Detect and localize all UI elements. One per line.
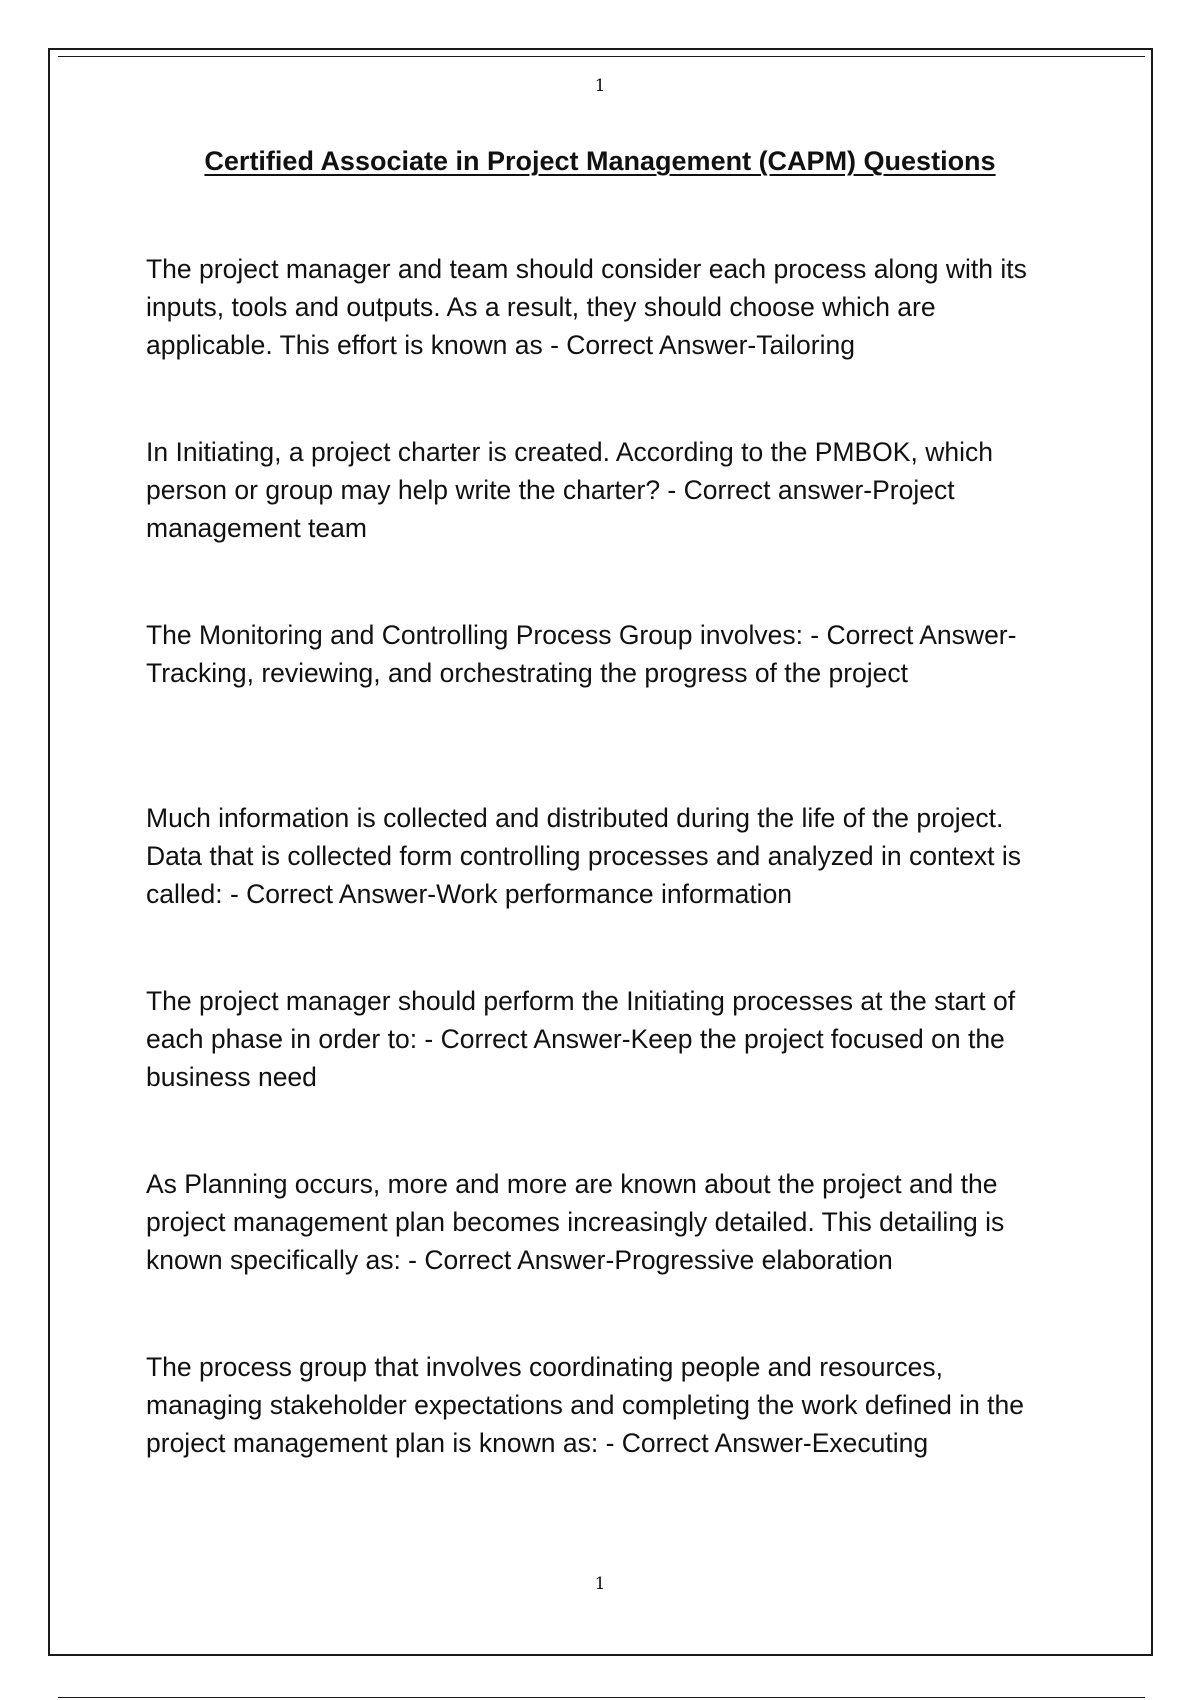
bottom-rule bbox=[58, 1697, 1145, 1698]
top-rule bbox=[58, 56, 1145, 57]
question-item: The process group that involves coordinating people and resources, managing stakeholder expectations and completing the work defined in the project management plan is known as: - Correct Answer-Executing bbox=[146, 1352, 1025, 1458]
question-list bbox=[146, 250, 1066, 1531]
question-item: The project manager and team should consider each process along with its inputs, tools and outputs. As a result, they should choose which are applicable. This effort is known as - Correct Answer-Tailoring bbox=[146, 254, 1027, 360]
question-item: In Initiating, a project charter is created. According to the PMBOK, which person or group may help write the charter? - Correct answer-Project management team bbox=[146, 437, 993, 543]
question-item: As Planning occurs, more and more are known about the project and the project management plan becomes increasingly detailed. This detailing is known specifically as: - Correct Answer-Progressive elaboration bbox=[146, 1169, 1005, 1275]
question-item: The project manager should perform the Initiating processes at the start of each phase in order to: - Correct Answer-Keep the project focused on the business need bbox=[146, 986, 1016, 1092]
footer-page-number: 1 bbox=[594, 1574, 606, 1594]
header-page-number: 1 bbox=[594, 76, 606, 96]
document-title: Certified Associate in Project Management (CAPM) Questions bbox=[204, 146, 996, 176]
question-item: Much information is collected and distributed during the life of the project. Data that is collected form controlling processes and analyzed in context is called: - Correct Answer-Work performance information bbox=[146, 803, 1021, 909]
question-item: The Monitoring and Controlling Process Group involves: - Correct Answer-Tracking, reviewing, and orchestrating the progress of the project bbox=[146, 620, 1017, 688]
